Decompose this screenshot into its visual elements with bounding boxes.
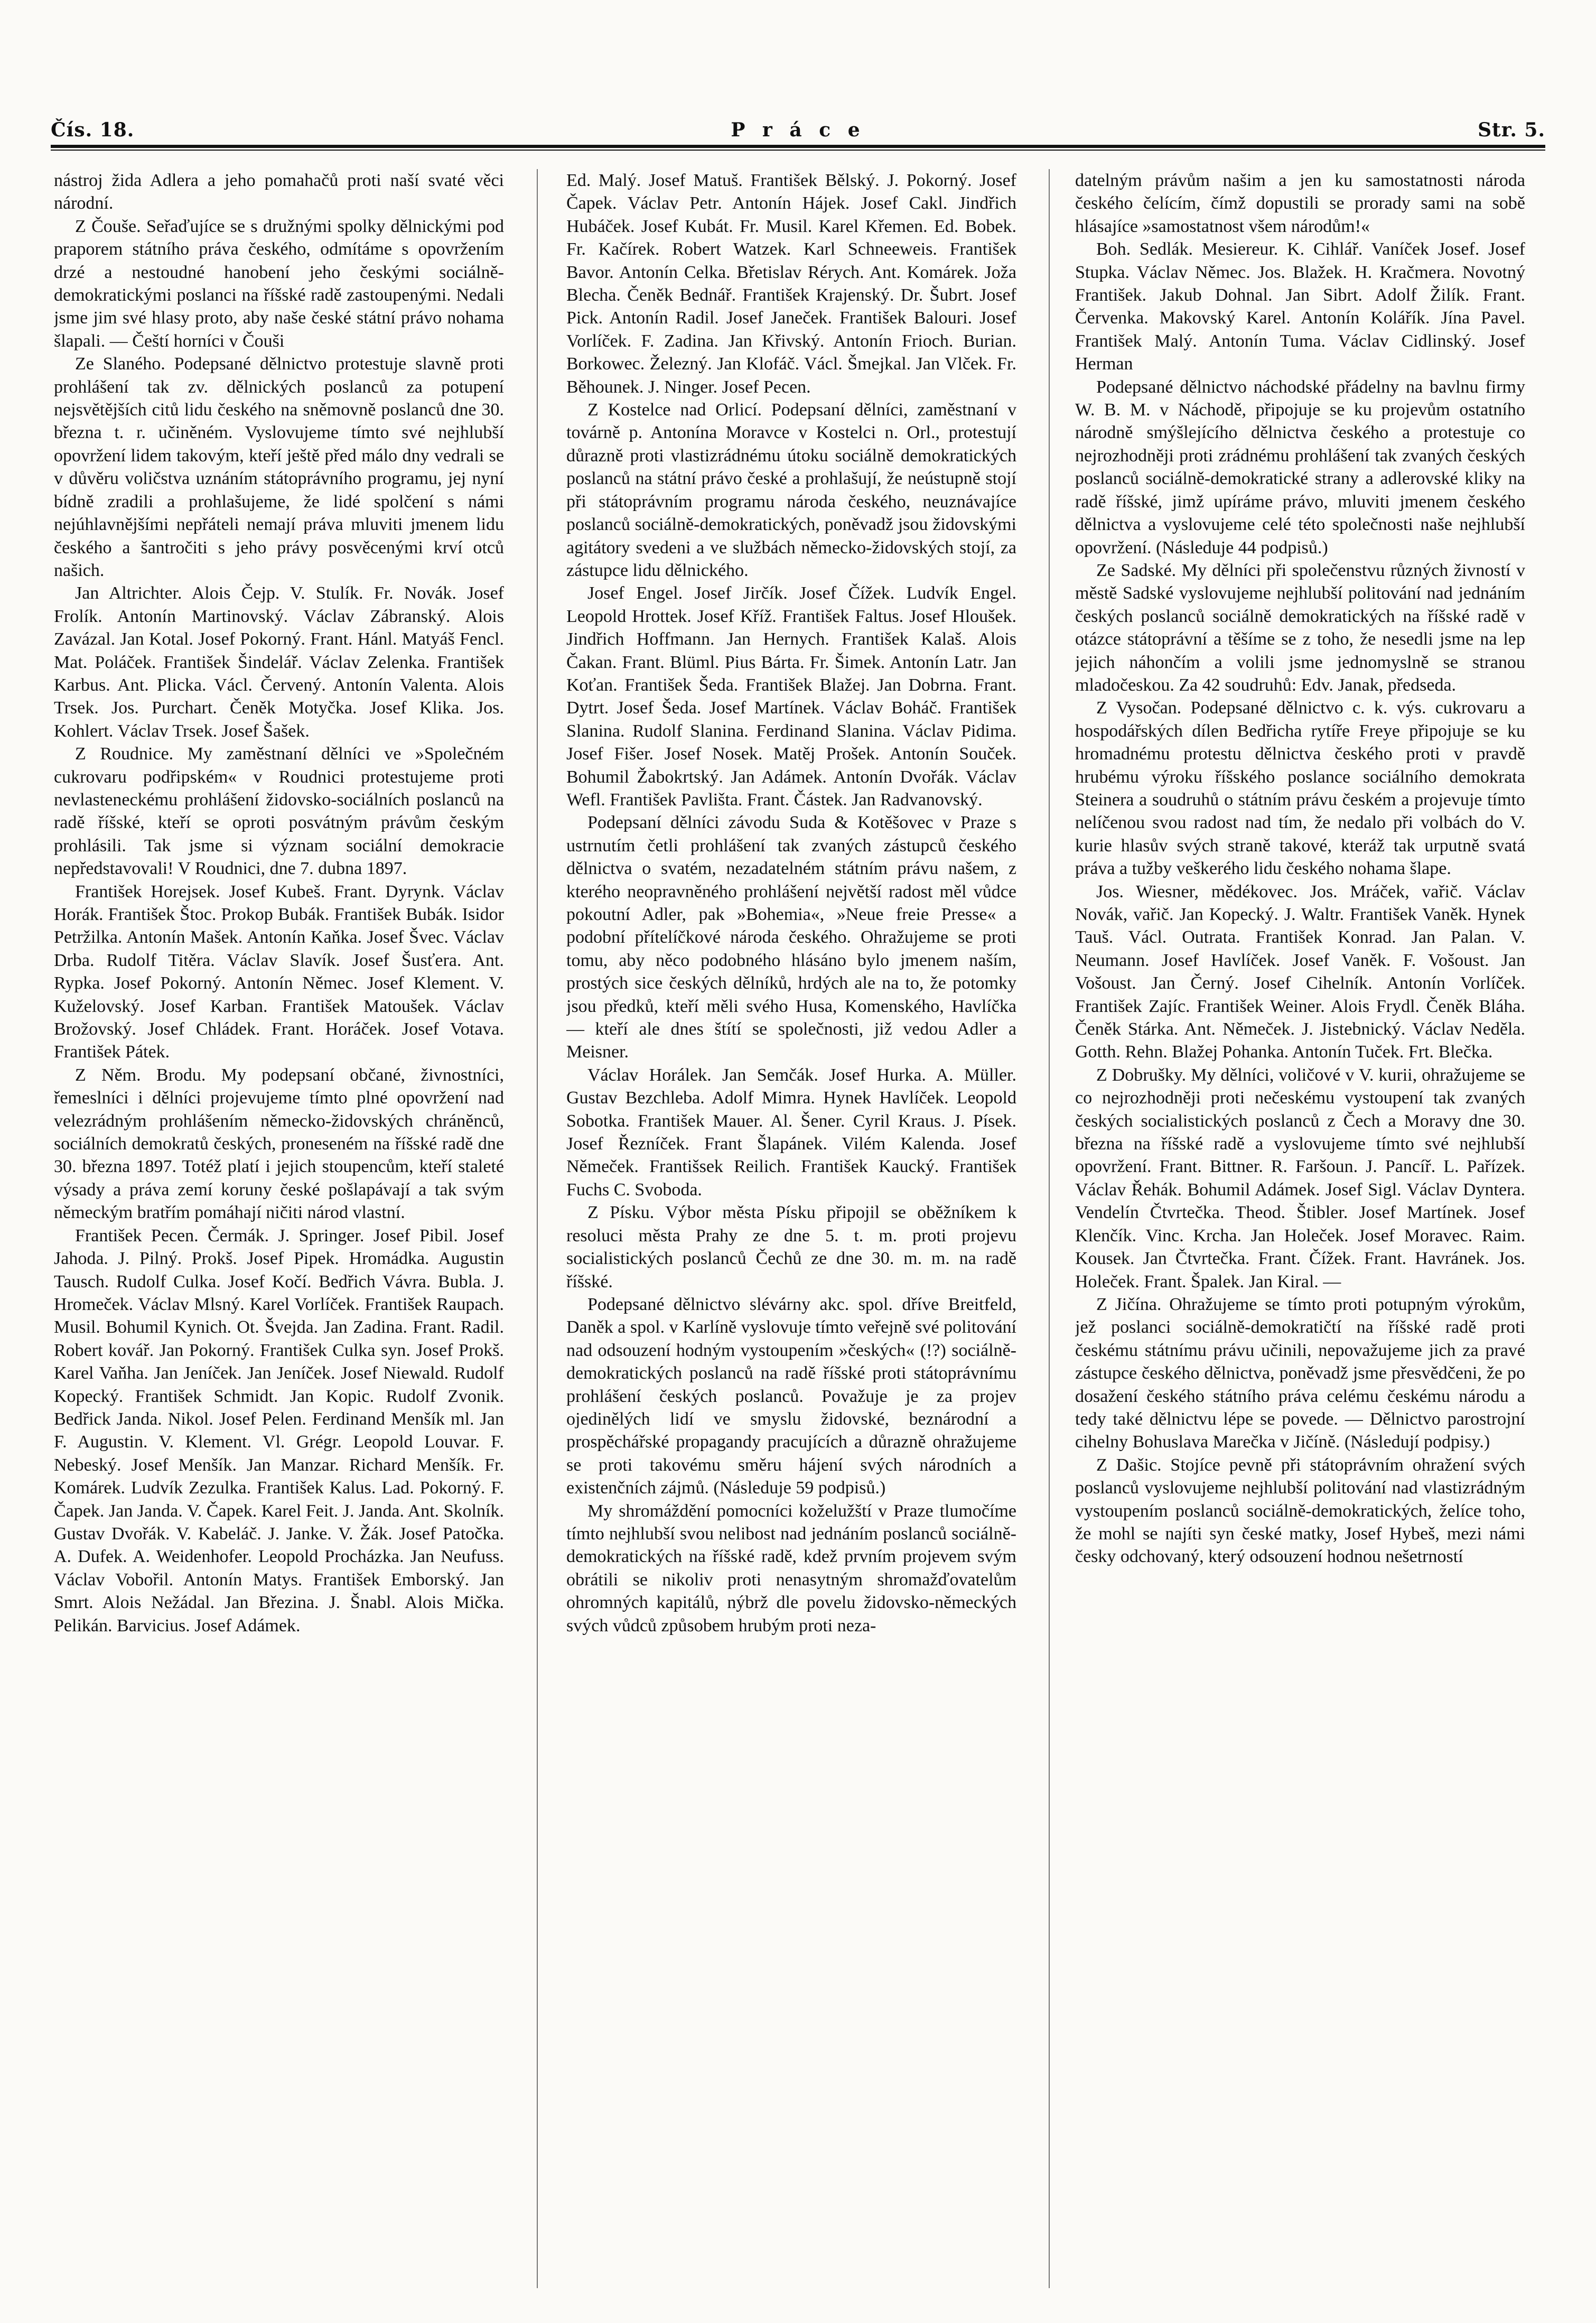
paragraph: Podepsané dělnictvo slévárny akc. spol. dříve Breitfeld, Daněk a spol. v Karlíně vyslovuje tímto veřejně své politování nad odsouzení hodným vystoupením »českých« (!?) sociálně-demokratických poslanců na radě říšské proti státoprávnímu prohlášení českých poslanců. Považuje je za projev ojedinělých lidí ve smyslu židovské, beznárodní a prospěchářské propagandy pracujících a důrazně ohražujeme se proti takovému směru hájení svých národních a existenčních zájmů. (Následuje 59 podpisů.) [566, 1294, 1016, 1498]
paragraph: Ze Slaného. Podepsané dělnictvo protestuje slavně proti prohlášení tak zv. dělnických poslanců za potupení nejsvětějších citů lidu českého na sněmovně poslanců dne 30. března t. r. učiněném. Vyslovujeme tímto své nejhlubší opovržení lidem takovým, kteří ještě před málo dny vedrali se v důvěru voličstva uznáním státoprávního programu, jej nyní bídně zradili a prohlašujeme, že lidé spolčení s námi nejúhlavnějšími nepřáteli nemají práva mluviti jmenem lidu českého a šantročiti s jeho právy posvěcenými krví otců našich. [54, 354, 504, 580]
paragraph: My shromáždění pomocníci koželužští v Praze tlumočíme tímto nejhlubší svou nelibost nad jednáním poslanců sociálně-demokratických na říšské radě, kdež prvním projevem svým obrátili se nikoliv proti nenasytným shromažďovatelům ohromných kapitálů, nýbrž dle povelu židovsko-německých svých vůdců způsobem hrubým proti neza- [566, 1501, 1016, 1636]
header-rule-thick [51, 145, 1545, 148]
paragraph: Z Roudnice. My zaměstnaní dělníci ve »Společném cukrovaru podřipském« v Roudnici protestujeme proti nevlasteneckému prohlášení židovsko-sociálních poslanců na radě říšské, kteří se oproti posvátným právům českým prohlásili. Tak jsme si význam sociální demokracie nepředstavovali! V Roudnici, dne 7. dubna 1897. [54, 744, 504, 879]
paragraph: František Horejsek. Josef Kubeš. Frant. Dyrynk. Václav Horák. František Štoc. Prokop Bubák. František Bubák. Isidor Petržilka. Antonín Mašek. Antonín Kaňka. Josef Švec. Václav Drba. Rudolf Titěra. Václav Slavík. Josef Šusťera. Ant. Rypka. Josef Pokorný. Antonín Němec. Josef Klement. V. Kuželovský. Josef Karban. František Matoušek. Václav Brožovský. Josef Chládek. Frant. Horáček. Josef Votava. František Pátek. [54, 881, 504, 1062]
paragraph: Podepsané dělnictvo náchodské přádelny na bavlnu firmy W. B. M. v Náchodě, připojuje se ku projevům ostatního národně smýšlejícího dělnictva českého a protestuje co nejrozhodněji proti zrádnému prohlášení tak zvaných českých poslanců sociálně-demokratické strany a adlerovské kliky na radě říšské, jimž upíráme právo, mluviti jmenem českého dělnictva a vyslovujeme celé této společnosti naše nejhlubší opovržení. (Následuje 44 podpisů.) [1075, 377, 1525, 557]
paragraph: Jos. Wiesner, mědékovec. Jos. Mráček, vařič. Václav Novák, vařič. Jan Kopecký. J. Waltr. František Vaněk. Hynek Tauš. Václ. Outrata. František Konrad. Jan Palan. V. Neumann. Josef Havlíček. Josef Vaněk. F. Vošoust. Jan Vošoust. Jan Černý. Josef Cihelník. Antonín Vorlíček. František Zajíc. František Weiner. Alois Frydl. Čeněk Bláha. Čeněk Stárka. Ant. Němeček. J. Jistebnický. Václav Neděla. Gotth. Rehn. Blažej Pohanka. Antonín Tuček. Frt. Blečka. [1075, 881, 1525, 1062]
column-divider-1 [537, 169, 538, 2288]
paragraph: František Pecen. Čermák. J. Springer. Josef Pibil. Josef Jahoda. J. Pilný. Prokš. Josef Pipek. Hromádka. Augustin Tausch. Rudolf Culka. Josef Kočí. Bedřich Vávra. Bubla. J. Hromeček. Václav Mlsný. Karel Vorlíček. František Raupach. Musil. Bohumil Kynich. Ot. Švejda. Jan Zadina. Frant. Radil. Robert kovář. Jan Pokorný. František Culka syn. Josef Prokš. Karel Vaňha. Jan Jeníček. Jan Jeníček. Josef Niewald. Rudolf Kopecký. František Schmidt. Jan Kopic. Rudolf Zvonik. Bedřick Janda. Nikol. Josef Pelen. Ferdinand Menšík ml. Jan F. Augustin. V. Klement. Vl. Grégr. Leopold Louvar. F. Nebeský. Josef Menšík. Jan Manzar. Richard Menšík. Fr. Komárek. Ludvík Zezulka. František Kalus. Lad. Pokorný. F. Čapek. Jan Janda. V. Čapek. Karel Feit. J. Janda. Ant. Skolník. Gustav Dvořák. V. Kabeláč. J. Janke. V. Žák. Josef Patočka. A. Dufek. A. Weidenhofer. Leopold Procházka. Jan Neufuss. Václav Vobořil. Antonín Matys. František Emborský. Jan Smrt. Alois Nežádal. Jan Březina. J. Šnabl. Alois Mička. Pelikán. Barvicius. Josef Adámek. [54, 1225, 504, 1636]
paragraph: Z Čouše. Seřaďujíce se s družnými spolky dělnickými pod praporem státního práva českého, odmítáme s opovržením drzé a nestoudné hanobení jeho českými sociálně-demokratickými poslanci na říšské radě zastoupenými. Nedali jsme jim své hlasy proto, aby naše české státní právo nohama šlapali. — Čeští horníci v Čouši [54, 216, 504, 351]
paragraph: Boh. Sedlák. Mesiereur. K. Cihlář. Vaníček Josef. Josef Stupka. Václav Němec. Jos. Blažek. H. Kračmera. Novotný František. Jakub Dohnal. Jan Sibrt. Adolf Žilík. Frant. Červenka. Makovský Karel. Antonín Kolářík. Jína Pavel. František Malý. Antonín Tuma. Václav Cidlinský. Josef Herman [1075, 239, 1525, 374]
paragraph: Ze Sadské. My dělníci při společenstvu různých živností v městě Sadské vyslovujeme nejhlubší politování nad jednáním českých poslanců sociálně demokratických na říšské radě v otázce státoprávní a těšíme se z toho, že nesedli jsme na lep jejich náhončím a volili jsme jednomyslně se stranou mladočeskou. Za 42 soudruhů: Edv. Janak, předseda. [1075, 560, 1525, 695]
paragraph: Josef Engel. Josef Jirčík. Josef Čížek. Ludvík Engel. Leopold Hrottek. Josef Kříž. František Faltus. Josef Hloušek. Jindřich Hoffmann. Jan Hernych. František Kalaš. Alois Čakan. Frant. Blüml. Pius Bárta. Fr. Šimek. Antonín Latr. Jan Koťan. František Šeda. František Blažej. Jan Dobrna. Frant. Dytrt. Josef Šeda. Josef Martínek. Václav Boháč. František Slanina. Rudolf Slanina. Ferdinand Slanina. Václav Pidima. Josef Fišer. Josef Nosek. Matěj Prošek. Antonín Souček. Bohumil Žabokrtský. Jan Adámek. Antonín Dvořák. Václav Wefl. František Pavlišta. Frant. Částek. Jan Radvanovský. [566, 583, 1016, 810]
paragraph: Podepsaní dělníci závodu Suda & Kotěšovec v Praze s ustrnutím četli prohlášení tak zvaných zástupců českého dělnictva o svatém, nezadatelném státním právu našem, z kterého neopravněného prohlášení největší radost měl vůdce pokoutní Adler, pak »Bohemia«, »Neue freie Presse« a podobní přítelíčkové národa českého. Ohražujeme se proti tomu, aby něco podobného hlásáno bylo jmenem naším, prostých sice českých dělníků, hrdých ale na to, že potomky jsou předků, kteří měli svého Husa, Komenského, Havlíčka — kteří ale dnes štítí se společnosti, již vedou Adler a Meisner. [566, 813, 1016, 1062]
paragraph: Jan Altrichter. Alois Čejp. V. Stulík. Fr. Novák. Josef Frolík. Antonín Martinovský. Václav Zábranský. Alois Zavázal. Jan Kotal. Josef Pokorný. Frant. Hánl. Matyáš Fencl. Mat. Poláček. František Šindelář. Václav Zelenka. František Karbus. Ant. Plicka. Václ. Červený. Antonín Valenta. Alois Trsek. Jos. Purchart. Čeněk Motyčka. Josef Klika. Jos. Kohlert. Václav Trsek. Josef Šašek. [54, 583, 504, 741]
page-number: Str. 5. [1478, 119, 1545, 141]
page-header [51, 115, 1545, 145]
paragraph: Z Dašic. Stojíce pevně při státoprávním ohražení svých poslanců vyslovujeme nejhlubší politování nad vlastizrádným vystoupením poslanců sociálně-demokratických, želíce toho, že mohl se najíti syn české matky, Josef Hybeš, mezi námi česky odchovaný, který odsouzení hodnou nešetrností [1075, 1455, 1525, 1567]
text-column-3 [1075, 169, 1525, 2288]
paragraph: Z Něm. Brodu. My podepsaní občané, živnostníci, řemeslníci i dělníci projevujeme tímto plné opovržení nad velezrádným prohlášením německo-židovských chráněnců, sociálních demokratů českých, proneseném na říšské radě dne 30. března 1897. Totéž platí i jejich stoupencům, kteří staleté výsady a práva zemí koruny české pošlapávají a tak svým německým bratřím pomáhají ničiti národ vlastní. [54, 1065, 504, 1223]
paragraph: Z Vysočan. Podepsané dělnictvo c. k. výs. cukrovaru a hospodářských dílen Bedřicha rytíře Freye připojuje se ku hromadnému protestu dělnictva českého proti v pravdě hrubému výroku říšského poslance sociálního demokrata Steinera a soudruhů o státním právu českém a projevuje tímto nelíčenou svou radost nad tím, že nedalo při volbách do V. kurie hlasův svých straně takové, kteráž tak urputně svatá práva a tužby veškerého lidu českého nohama šlape. [1075, 698, 1525, 879]
paragraph: Václav Horálek. Jan Semčák. Josef Hurka. A. Müller. Gustav Bezchleba. Adolf Mimra. Hynek Havlíček. Leopold Sobotka. František Mauer. Al. Šener. Cyril Kraus. J. Písek. Josef Řezníček. Frant Šlapánek. Vilém Kalenda. Josef Němeček. Františsek Reilich. František Kaucký. František Fuchs C. Svoboda. [566, 1065, 1016, 1200]
masthead-title: P r á c e [731, 119, 865, 141]
issue-number: Čís. 18. [51, 119, 135, 141]
paragraph: nástroj žida Adlera a jeho pomahačů proti naší svaté věci národní. [54, 171, 504, 213]
paragraph: Z Písku. Výbor města Písku připojil se oběžníkem k resoluci města Prahy ze dne 5. t. m. proti projevu socialistických poslanců Čechů ze dne 30. m. m. na radě říšské. [566, 1203, 1016, 1291]
paragraph: Z Jičína. Ohražujeme se tímto proti potupným výrokům, jež poslanci sociálně-demokratičtí na říšské radě proti českému státnímu právu učinili, nepovažujeme jich za pravé zástupce českého dělnictva, poněvadž jsme přesvědčeni, že po dosažení českého státního práva celému českému národu a tedy také dělnictvu lépe se povede. — Dělnictvo parostrojní cihelny Bohuslava Marečka v Jičíně. (Následují podpisy.) [1075, 1294, 1525, 1452]
paragraph: Z Kostelce nad Orlicí. Podepsaní dělníci, zaměstnaní v továrně p. Antonína Moravce v Kostelci n. Orl., protestují důrazně proti vlastizrádnému útoku sociálně demokratických poslanců na státní právo české a prohlašují, že neústupně stojí při státoprávním programu národa českého, neuznávajíce poslanců sociálně-demokratických, poněvadž jsou židovskými agitátory svedeni a ve službách německo-židovských stojí, za zástupce lidu dělnického. [566, 400, 1016, 580]
text-column-1 [54, 169, 504, 2288]
paragraph: datelným právům našim a jen ku samostatnosti národa českého čelícím, čímž dopustili se prorady sami na sobě hlásajíce »samostatnost všem národům!« [1075, 171, 1525, 236]
paragraph: Z Dobrušky. My dělníci, voličové v V. kurii, ohražujeme se co nejrozhodněji proti nečeskému vystoupení tak zvaných českých socialistických poslanců z Čech a Moravy dne 30. března na říšské radě a vyslovujeme tímto své nejhlubší opovržení. Frant. Bittner. R. Faršoun. J. Pancíř. L. Pařízek. Václav Řehák. Bohumil Adámek. Josef Sigl. Václav Dyntera. Vendelín Čtvrtečka. Theod. Štibler. Josef Martínek. Josef Klenčík. Vinc. Krcha. Jan Holeček. Josef Moravec. Raim. Kousek. Jan Čtvrtečka. Frant. Čížek. Frant. Havránek. Jos. Holeček. Frant. Špalek. Jan Kiral. — [1075, 1065, 1525, 1291]
header-rule-thin [51, 150, 1545, 151]
paragraph: Ed. Malý. Josef Matuš. František Bělský. J. Pokorný. Josef Čapek. Václav Petr. Antonín Hájek. Josef Cakl. Jindřich Hubáček. Josef Kubát. Fr. Musil. Karel Křemen. Ed. Bobek. Fr. Kačírek. Robert Watzek. Karl Schneeweis. František Bavor. Antonín Celka. Břetislav Rérych. Ant. Komárek. Joža Blecha. Čeněk Bednář. František Krajenský. Dr. Šubrt. Josef Pick. Antonín Radil. Josef Janeček. František Balouri. Josef Vorlíček. F. Zadina. Jan Křivský. Antonín Frioch. Burian. Borkowec. Železný. Jan Klofáč. Václ. Šmejkal. Jan Vlček. Fr. Běhounek. J. Ninger. Josef Pecen. [566, 171, 1016, 397]
text-column-2 [566, 169, 1016, 2288]
column-divider-2 [1049, 169, 1050, 2288]
